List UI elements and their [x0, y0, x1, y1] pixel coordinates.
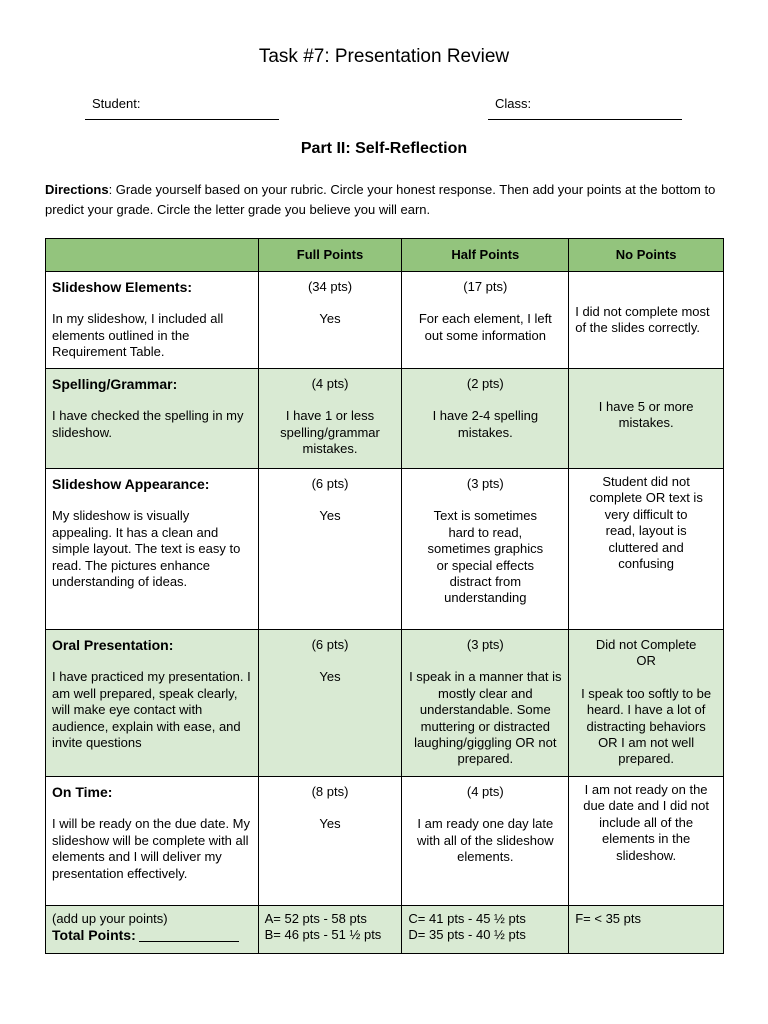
full-points-text: Yes	[319, 669, 341, 685]
no-points-cell[interactable]	[569, 630, 724, 777]
half-points-cell[interactable]	[402, 272, 569, 369]
criteria-description: I have practiced my presentation. I am well prepared, speak clearly, will make eye contact with audience, explain with ease, and invite questions	[52, 669, 251, 751]
criteria-cell	[46, 777, 259, 906]
criteria-title: Spelling/Grammar:	[52, 376, 178, 392]
full-points-value: (4 pts)	[311, 376, 349, 391]
total-points-label: Total Points:	[52, 927, 136, 944]
half-points-value: (2 pts)	[466, 376, 504, 391]
full-points-cell[interactable]	[258, 369, 402, 469]
criteria-description: I have checked the spelling in my slideshow.	[52, 408, 244, 440]
no-points-text: Student did not complete OR text is very difficult to read, layout is cluttered and confusing	[589, 474, 703, 572]
half-points-value: (3 pts)	[466, 637, 504, 652]
table-header-row	[46, 239, 724, 272]
criteria-description: In my slideshow, I included all elements outlined in the Requirement Table.	[52, 311, 224, 360]
no-points-heading: Did not Complete OR	[595, 637, 697, 669]
full-points-cell[interactable]	[258, 777, 402, 906]
full-points-cell[interactable]	[258, 630, 402, 777]
no-points-text: I did not complete most of the slides correctly.	[575, 303, 710, 335]
full-points-text: Yes	[319, 816, 341, 832]
half-points-cell[interactable]	[402, 369, 569, 469]
directions	[45, 180, 735, 220]
table-row	[46, 369, 724, 469]
student-label: Student:	[92, 96, 141, 111]
table-row	[46, 469, 724, 630]
grade-scale-cd	[402, 906, 569, 954]
criteria-cell	[46, 630, 259, 777]
full-points-value: (6 pts)	[311, 637, 349, 652]
criteria-title: On Time:	[52, 784, 113, 800]
grade-d-range[interactable]: D= 35 pts - 40 ½ pts	[408, 927, 526, 943]
criteria-description: My slideshow is visually appealing. It has a clean and simple layout. The text is easy to read. The pictures enhance understanding of ideas.	[52, 508, 241, 590]
half-points-value: (3 pts)	[466, 476, 504, 491]
class-label: Class:	[495, 96, 532, 111]
grade-c-range[interactable]: C= 41 pts - 45 ½ pts	[408, 911, 526, 926]
rubric-table	[45, 238, 724, 954]
criteria-description: I will be ready on the due date. My slideshow will be complete with all elements and I will deliver my presentation effectively.	[52, 816, 251, 881]
criteria-title: Slideshow Elements:	[52, 279, 193, 295]
full-points-cell[interactable]	[258, 272, 402, 369]
no-points-text: I have 5 or more mistakes.	[598, 399, 694, 431]
total-points-blank[interactable]	[139, 929, 239, 942]
add-up-note: (add up your points)	[52, 911, 168, 926]
directions-text: : Grade yourself based on your rubric. Circle your honest response. Then add your points at the bottom to predict your grade. Circle the letter grade you believe you will earn.	[45, 182, 716, 217]
full-points-value: (34 pts)	[307, 279, 353, 294]
grade-scale-ab	[258, 906, 402, 954]
no-points-cell[interactable]	[569, 272, 724, 369]
table-row	[46, 777, 724, 906]
half-points-value: (17 pts)	[463, 279, 508, 294]
no-points-cell[interactable]	[569, 777, 724, 906]
table-row	[46, 630, 724, 777]
full-points-text: Yes	[319, 508, 341, 524]
student-name-line[interactable]	[85, 119, 279, 120]
half-points-value: (4 pts)	[466, 784, 504, 799]
no-points-cell[interactable]	[569, 469, 724, 630]
total-points-cell	[46, 906, 259, 954]
criteria-cell	[46, 272, 259, 369]
header-half-points: Half Points	[402, 239, 569, 272]
criteria-title: Oral Presentation:	[52, 637, 174, 653]
half-points-cell[interactable]	[402, 777, 569, 906]
header-criteria	[46, 239, 259, 272]
criteria-title: Slideshow Appearance:	[52, 476, 210, 492]
half-points-text: Text is sometimes hard to read, sometimes graphics or special effects distract from understanding	[427, 508, 544, 606]
no-points-cell[interactable]	[569, 369, 724, 469]
header-no-points: No Points	[569, 239, 724, 272]
half-points-cell[interactable]	[402, 630, 569, 777]
no-points-text: I am not ready on the due date and I did not include all of the elements in the slideshow.	[583, 782, 709, 863]
full-points-value: (6 pts)	[311, 476, 349, 491]
grade-b-range[interactable]: B= 46 pts - 51 ½ pts	[264, 927, 382, 943]
full-points-text: Yes	[319, 311, 341, 327]
half-points-text: For each element, I left out some information	[418, 311, 552, 343]
grade-f-range[interactable]: F= < 35 pts	[575, 911, 641, 926]
no-points-text: I speak too softly to be heard. I have a lot of distracting behaviors OR I am not well prepared.	[581, 685, 712, 767]
half-points-text: I am ready one day late with all of the slideshow elements.	[417, 816, 554, 865]
page-title: Task #7: Presentation Review	[258, 46, 510, 67]
directions-label: Directions	[45, 182, 109, 197]
half-points-text: I have 2-4 spelling mistakes.	[432, 408, 539, 440]
half-points-cell[interactable]	[402, 469, 569, 630]
half-points-text: I speak in a manner that is mostly clear and understandable. Some muttering or distracted laughing/giggling OR not prepared.	[409, 669, 562, 767]
totals-row	[46, 906, 724, 954]
table-row	[46, 272, 724, 369]
section-subtitle: Part II: Self-Reflection	[300, 140, 468, 157]
full-points-text: I have 1 or less spelling/grammar mistakes.	[280, 408, 380, 457]
grade-a-range[interactable]: A= 52 pts - 58 pts	[264, 911, 367, 926]
full-points-value: (8 pts)	[311, 784, 349, 799]
full-points-cell[interactable]	[258, 469, 402, 630]
criteria-cell	[46, 369, 259, 469]
header-full-points: Full Points	[258, 239, 402, 272]
criteria-cell	[46, 469, 259, 630]
grade-scale-f	[569, 906, 724, 954]
class-name-line[interactable]	[488, 119, 682, 120]
